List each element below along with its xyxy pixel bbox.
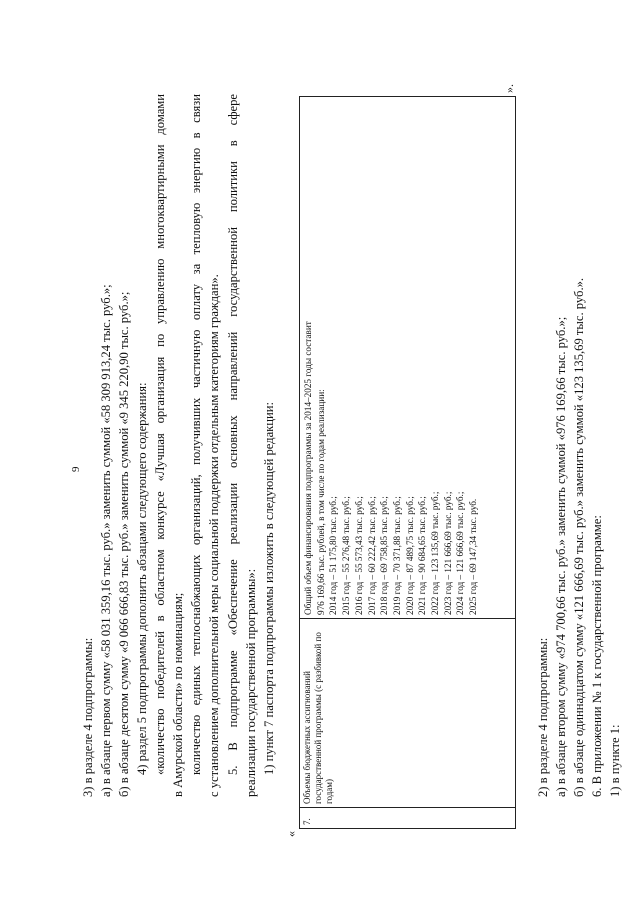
paragraph: 4) раздел 5 подпрограммы дополнить абзацами следующего содержания:: [135, 382, 149, 775]
content-line: 2021 год – 90 684,65 тыс. руб.;: [417, 496, 428, 615]
item-label: Объемы бюджетных ассигнований государственной программы (с разбивкой по годам): [300, 619, 516, 808]
paragraph: 5. В подпрограмме «Обеспечение реализации основных направлений государственной политики в сфере: [226, 94, 240, 775]
table-row: [300, 97, 516, 829]
quote-open: «: [284, 831, 298, 837]
content-line: 2017 год – 60 222,42 тыс. руб.;: [366, 496, 377, 615]
content-line: 2014 год – 51 175,80 тыс. руб.;: [328, 496, 339, 615]
content-line: 2022 год – 123 135,69 тыс. руб.;: [430, 491, 441, 615]
paragraph: 1) в пункте 1:: [608, 724, 622, 797]
content-line: 2024 год – 121 666,69 тыс. руб.;: [455, 491, 466, 615]
content-line: 2019 год – 70 371,88 тыс. руб.;: [391, 496, 402, 615]
content-line: 2025 год – 69 147,34 тыс. руб.: [468, 498, 479, 615]
paragraph: 2) в разделе 4 подпрограммы:: [536, 637, 550, 797]
paragraph: 3) в разделе 4 подпрограммы:: [81, 637, 95, 797]
page-number: 9: [70, 466, 82, 472]
content-line: 2023 год – 121 666,69 тыс. руб.;: [442, 491, 453, 615]
content-line: 2015 год – 55 276,48 тыс. руб.;: [341, 496, 352, 615]
paragraph: а) в абзаце первом сумму «58 031 359,16 тыс. руб.» заменить суммой «58 309 913,24 тыс. руб.»;: [99, 284, 113, 797]
paragraph: реализации государственной программы»:: [244, 568, 258, 797]
item-content: [300, 97, 516, 619]
passport-table: [299, 96, 516, 829]
paragraph: «количество победителей в областном конкурсе «Лучшая организация по управлению многоквартирными домами: [153, 94, 167, 775]
paragraph: б) в абзаце десятом сумму «9 066 666,83 тыс. руб.» заменить суммой «9 345 220,90 тыс. руб.»;: [117, 291, 131, 797]
paragraph: 1) пункт 7 паспорта подпрограммы изложить в следующей редакции:: [262, 401, 276, 775]
paragraph: 6. В приложении № 1 к государственной программе:: [590, 515, 604, 797]
content-line: 2018 год – 69 758,85 тыс. руб.;: [379, 496, 390, 615]
content-line: 2020 год – 87 489,75 тыс. руб.;: [404, 496, 415, 615]
content-line: 2016 год – 55 573,43 тыс. руб.;: [353, 496, 364, 615]
content-line: Общий объем финансирования подпрограммы за 2014–2025 годы составит: [303, 321, 313, 615]
content-line: 976 169,66 тыс. рублей, в том числе по годам реализации:: [315, 389, 326, 615]
quote-close: ».: [502, 84, 516, 93]
paragraph: количество единых теплоснабжающих организаций, получивших частичную оплату за тепловую энергию в связи: [189, 94, 203, 775]
paragraph: б) в абзаце одиннадцатом сумму «121 666,69 тыс. руб.» заменить суммой «123 135,69 тыс. руб.».: [572, 277, 586, 797]
paragraph: в Амурской области» по номинациям;: [171, 592, 185, 797]
paragraph: с установлением дополнительной меры социальной поддержки отдельным категориям граждан».: [207, 274, 221, 797]
item-number: 7.: [300, 808, 516, 829]
paragraph: а) в абзаце втором сумму «974 700,66 тыс. руб.» заменить суммой «976 169,66 тыс. руб.»;: [554, 316, 568, 797]
